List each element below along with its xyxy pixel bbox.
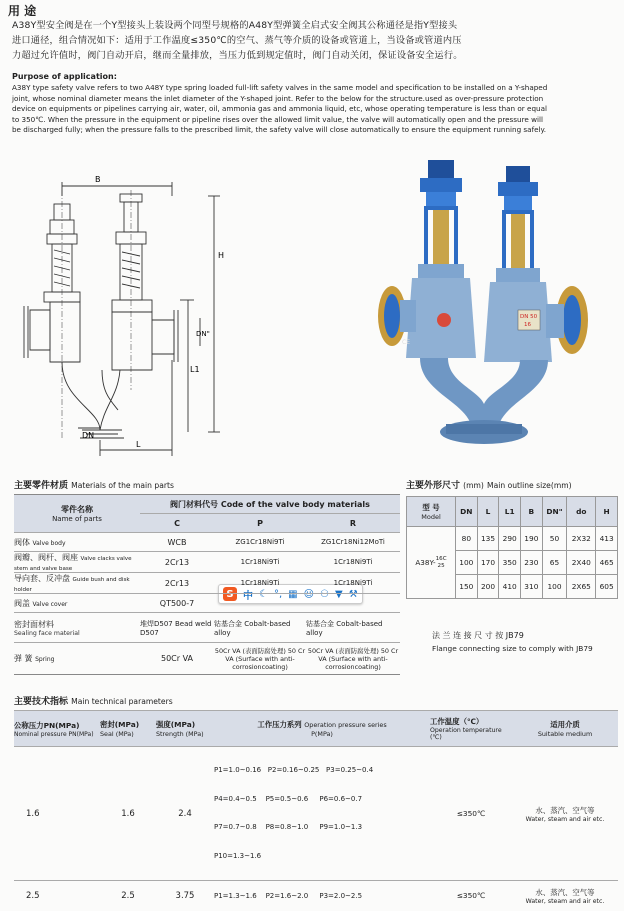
valve-drawing-area xyxy=(0,160,624,460)
ime-language-toggle[interactable]: 中 xyxy=(243,590,253,602)
col-part-cn: 零件名称 xyxy=(61,505,93,514)
usage-cn-line: A38Y型安全阀是在一个Y型接头上装设两个同型号规格的A48Y型弹簧全启式安全阀其公称通径是指Y型接头 xyxy=(12,20,458,31)
purpose-title: Purpose of application: xyxy=(12,72,117,81)
technical-drawing xyxy=(24,182,220,456)
table-row: 1.6 1.6 2.4 P1=1.0~0.16 P2=0.16~0.25 P3=0.25~0.4 P4=0.4~0.5 P5=0.5~0.6 P6=0.6~0.7 P7=0.7~0.8 P8=0.8~1.0 P9=1.0~1.3 P10=1.3~1.6 ≤350℃ 水、蒸汽、空气等 Water, steam and air etc. xyxy=(14,747,618,881)
plate-dn: DN 50 xyxy=(520,314,538,320)
section-title-usage: 用 途 xyxy=(8,4,37,18)
table-row: 阀体 Valve body WCB ZG1Cr18Ni9Ti ZG1Cr18Ni12MoTi xyxy=(14,533,400,552)
table-row: 150 200 410 310 100 2X65 605 xyxy=(407,575,618,599)
table-row: A38Y- 16C 25 80 135 290 190 50 2X32 413 xyxy=(407,527,618,551)
skin-icon[interactable]: ▼ xyxy=(335,588,343,600)
parameters-section-title: 主要技术指标 Main technical parameters xyxy=(14,697,173,707)
flange-note-en: Flange connecting size to comply with JB79 xyxy=(432,644,593,653)
emoji-icon[interactable]: ☺ xyxy=(303,588,315,600)
logo-badge xyxy=(437,313,451,327)
table-row: 弹 簧 Spring 50Cr VA 50Cr VA (表面防腐处理) 50 Cr VA (Surface with anti-corrosioncoating) 50Cr VA (表面防腐处理) 50 Cr VA (Surface with anti-corrosioncoating) xyxy=(14,643,400,675)
table-row: 2.5 2.5 3.75 P1=1.3~1.6 P2=1.6~2.0 P3=2.0~2.5 ≤350℃ 水、蒸汽、空气等 Water, steam and air etc. xyxy=(14,881,618,911)
dim-label-h: H xyxy=(218,251,225,260)
punctuation-icon[interactable]: °, xyxy=(273,588,283,600)
valve-photo xyxy=(378,160,588,444)
dim-label-dn: DN xyxy=(82,431,95,440)
flange-mark: CE xyxy=(402,339,410,346)
table-row: 阀瓣、阀杆、阀座 Valve clacks valve stem and valve base 2Cr13 1Cr18Ni9Ti 1Cr18Ni9Ti xyxy=(14,552,400,573)
purpose-en-line: device on equipments or pipelines carrying air, water, oil, ammonia gas and ammonia liquid, etc, whose operating temperature is less than or equal xyxy=(12,104,547,114)
usage-cn-line: 进口通径，组合情况如下：适用于工作温度≤350℃的空气、蒸气等介质的设备或管道上，当设备或管道内压 xyxy=(12,35,462,46)
table-row: 密封面材料 Sealing face material 堆焊D507 Bead weld D507 钴基合金 Cobalt-based alloy 钴基合金 Cobalt-based alloy xyxy=(14,613,400,643)
table-row: 100 170 350 230 65 2X40 465 xyxy=(407,551,618,575)
keyboard-icon[interactable]: ▦ xyxy=(288,588,298,600)
flange-note-cn: 法 兰 连 接 尺 寸 按 JB79 xyxy=(432,631,524,640)
purpose-en-line: be discharged fully; when the pressure falls to the prescribed limit, the safety valve will close automatically to ensure the equipment running safely. xyxy=(12,125,547,135)
purpose-en-paragraph xyxy=(12,83,618,136)
col-code-header: 阀门材料代号 Code of the valve body materials xyxy=(140,495,400,514)
col-r: R xyxy=(306,514,400,533)
moon-icon[interactable]: ☾ xyxy=(259,588,268,600)
usage-cn-line: 力超过允许值时，阀门自动开启，继而全量排放，当压力低到规定值时，阀门自动关闭，保证设备安全运行。 xyxy=(12,50,463,61)
col-p: P xyxy=(214,514,306,533)
plate-pn: 16 xyxy=(524,322,531,328)
materials-section-title: 主要零件材质 Materials of the main parts xyxy=(14,481,174,491)
usage-cn-paragraph xyxy=(12,18,616,63)
purpose-en-line: joint, whose nominal diameter means the inlet diameter of the Y-shaped joint. Refer to the below for the structure.used as over-pressure protection xyxy=(12,93,544,103)
toolbox-icon[interactable]: ⚒ xyxy=(348,588,358,600)
dim-label-l: L xyxy=(136,440,141,449)
dim-label-dn-pp: DN" xyxy=(196,330,210,338)
table-row: 阀盖 Valve cover QT500-7 xyxy=(14,594,400,613)
parameters-table: 公称压力PN(MPa) Nominal pressure PN(MPa) 密封(MPa) Seal (MPa) 强度(MPa) Strength (MPa) 工作压力系列 Operation pressure series P(MPa) 工作温度（℃） Operation temperature (℃) 适用介质 Suitable medium 1.6 1.6 2.4 P1=1.0~0.16 P2=0.16~0.25 P3=0.25~0.4 P4=0.4~0.5 P5=0.5~0.6 P6=0.6~0.7 P7=0.7~0.8 P8=0.8~1.0 P9=1.0~1.3 P10=1.3~1.6 ≤350℃ 水、蒸汽、空气等 Water, steam and air etc. 2.5 2.5 3.75 P1=1.3~1.6 P2=1.6~2.0 P3=2.0~2.5 ≤350℃ 水、蒸汽、空气等 Water, steam and air etc. xyxy=(14,710,618,911)
dimensions-table: 型 号 Model DN L L1 B DN" do H A38Y- 16C 25 80 135 290 190 50 2X32 413 100 170 350 230 65 2X40 465 150 200 410 310 100 2X65 605 xyxy=(406,496,618,599)
materials-table xyxy=(14,494,400,675)
col-part-en: Name of parts xyxy=(52,515,102,523)
dim-label-l1: L1 xyxy=(190,365,200,374)
user-icon[interactable]: ⚇ xyxy=(320,588,330,600)
dim-label-b: B xyxy=(95,175,101,184)
dimensions-section-title: 主要外形尺寸 (mm) Main outline size(mm) xyxy=(406,481,572,491)
purpose-en-line: A38Y type safety valve refers to two A48Y type spring loaded full-lift safety valves in the same model and specification to be installed on a Y-shaped xyxy=(12,83,548,92)
ime-logo[interactable]: S xyxy=(223,587,237,601)
table-row: 导向套、反冲盘 Guide bush and disk holder 2Cr13 1Cr18Ni9Ti 1Cr18Ni9Ti xyxy=(14,573,400,594)
col-c: C xyxy=(140,514,214,533)
purpose-en-line: to 350℃. When the pressure in the equipment or pipeline rises over the allowed limit value, the valve will automatically open and the pressure will xyxy=(12,114,543,124)
